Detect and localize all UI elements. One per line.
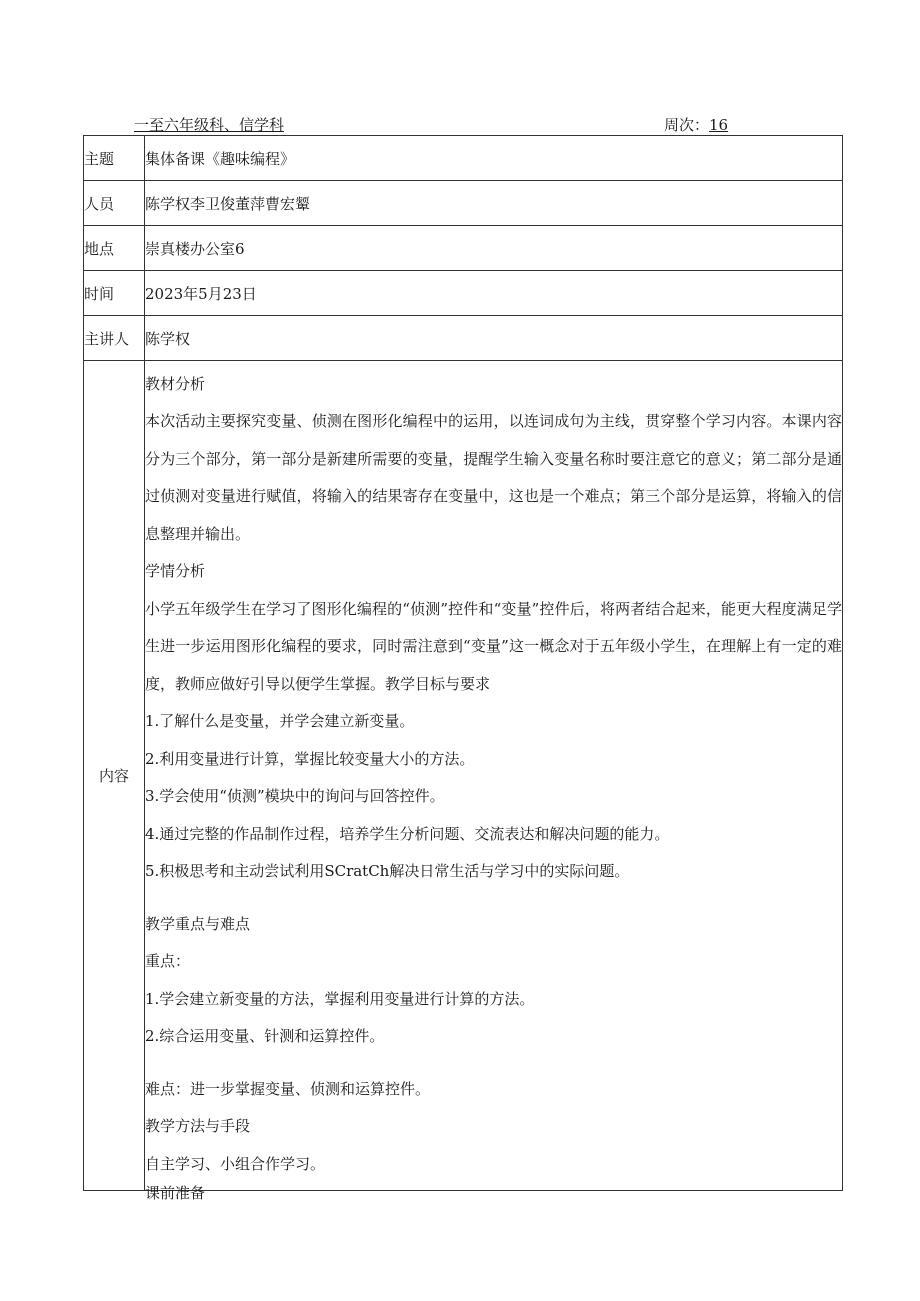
subject-label: 一至六年级科、信学科 <box>134 116 285 134</box>
table-row-speaker <box>84 316 843 361</box>
section-heading-preparation: 课前准备 <box>145 1184 206 1202</box>
content-label: 内容 <box>84 361 145 1191</box>
lesson-plan-table <box>83 135 843 1202</box>
speaker-label: 主讲人 <box>84 316 145 361</box>
material-analysis-text: 本次活动主要探究变量、侦测在图形化编程中的运用，以连词成句为主线，贯穿整个学习内容。本课内容分为三个部分，第一部分是新建所需要的变量，提醒学生输入变量名称时要注意它的意义；第二部分是通过侦测对变量进行赋值，将输入的结果寄存在变量中，这也是一个难点；第三个部分是运算，将输入的信息整理并输出。 <box>145 412 842 543</box>
table-row-content <box>84 361 843 1191</box>
section-heading-material: 教材分析 <box>145 374 206 393</box>
objective-item-1: 1.了解什么是变量，并学会建立新变量。 <box>145 712 415 730</box>
objective-item-4: 4.通过完整的作品制作过程，培养学生分析问题、交流表达和解决问题的能力。 <box>145 824 670 843</box>
table-row-location <box>84 226 843 271</box>
table-row-personnel <box>84 181 843 226</box>
personnel-label: 人员 <box>84 181 145 226</box>
table-row-time <box>84 271 843 316</box>
objective-item-3: 3.学会使用“侦测”模块中的询问与回答控件。 <box>145 787 445 805</box>
week-label: 周次： <box>664 116 710 134</box>
objective-item-5: 5.积极思考和主动尝试利用SCratCh解决日常生活与学习中的实际问题。 <box>145 862 630 880</box>
personnel-value: 陈学权李卫俊董萍曹宏颦 <box>145 181 843 226</box>
form-header <box>134 114 734 136</box>
content-body <box>145 366 842 1202</box>
content-cell <box>145 361 843 1202</box>
keypoints-label: 重点： <box>145 952 191 970</box>
section-heading-methods: 教学方法与手段 <box>145 1117 251 1135</box>
methods-text: 自主学习、小组合作学习。 <box>145 1154 326 1173</box>
spacer <box>145 891 842 906</box>
keypoint-item-1: 1.学会建立新变量的方法，掌握利用变量进行计算的方法。 <box>145 989 535 1008</box>
table-row-topic <box>84 136 843 181</box>
location-label: 地点 <box>84 226 145 271</box>
time-value: 2023年5月23日 <box>145 271 843 316</box>
section-heading-learner: 学情分析 <box>145 562 206 580</box>
keypoint-item-2: 2.综合运用变量、针测和运算控件。 <box>145 1027 385 1045</box>
week-value: 16 <box>709 116 729 134</box>
location-value: 崇真楼办公室6 <box>145 226 843 271</box>
week-indicator <box>664 114 728 135</box>
topic-label: 主题 <box>84 136 145 181</box>
time-label: 时间 <box>84 271 145 316</box>
learner-analysis-text: 小学五年级学生在学习了图形化编程的“侦测”控件和“变量”控件后，将两者结合起来，能更大程度满足学生进一步运用图形化编程的要求，同时需注意到“变量”这一概念对于五年级小学生，在理解上有一定的难度，教师应做好引导以便学生掌握。教学目标与要求 <box>145 599 842 693</box>
topic-value: 集体备课《趣味编程》 <box>145 136 843 181</box>
objective-item-2: 2.利用变量进行计算，掌握比较变量大小的方法。 <box>145 749 475 768</box>
speaker-value: 陈学权 <box>145 316 843 361</box>
difficulty-text: 难点：进一步掌握变量、侦测和运算控件。 <box>145 1079 431 1098</box>
section-heading-keypoints: 教学重点与难点 <box>145 914 251 933</box>
spacer <box>145 1056 842 1071</box>
